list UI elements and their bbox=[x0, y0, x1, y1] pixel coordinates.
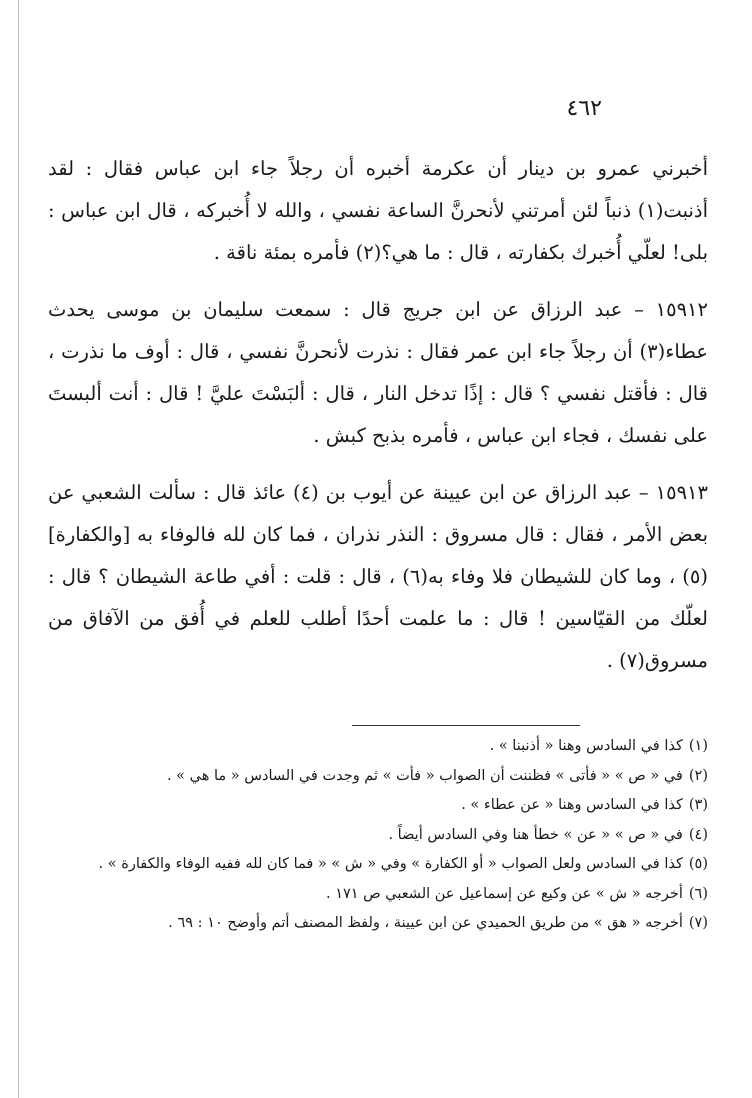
footnote-number: (٤) bbox=[688, 826, 708, 843]
footnote-text: كذا في السادس وهنا « أذنبنا » . bbox=[489, 738, 683, 754]
body-text bbox=[48, 148, 708, 697]
footnote-number: (٧) bbox=[688, 915, 708, 931]
paragraph: ١٥٩١٣ – عبد الرزاق عن ابن عيينة عن أيوب بن (٤) عائذ قال : سألت الشعبي عن بعض الأمر ، فقال : قال مسروق : النذر نذران ، فما كان لله فالوفاء به [والكفارة](٥) ، وما كان للشيطان فلا وفاء به(٦) ، قال : قلت : أفي طاعة الشيطان ؟ قال : لعلّك من القيّاسين ! قال : ما علمت أحدًا أطلب للعلم في أُفق من الآفاق من مسروق(٧) . bbox=[48, 481, 709, 672]
paragraph: ١٥٩١٢ – عبد الرزاق عن ابن جريج قال : سمعت سليمان بن موسى يحدث عطاء(٣) أن رجلاً جاء ابن عمر فقال : نذرت لأنحرنَّ نفسي ، قال : أوف ما نذرت ، قال : فأقتل نفسي ؟ قال : إذًا تدخل النار ، قال : ألبَسْتَ عليَّ ! قال : أنت ألبستَ على نفسك ، فجاء ابن عباس ، فأمره بذبح كبش . bbox=[48, 298, 708, 447]
footnote-text: كذا في السادس وهنا « عن عطاء » . bbox=[461, 797, 683, 813]
footnote-text: في « ص » « فأتى » فظننت أن الصواب « فأت » ثم وجدت في السادس « ما هي » . bbox=[166, 767, 683, 784]
page-number: ٤٦٢ bbox=[566, 96, 602, 121]
footnote-number: (٥) bbox=[688, 856, 708, 872]
footnote bbox=[48, 882, 708, 908]
footnote-text: أخرجه « هق » من طريق الحميدي عن ابن عيينة ، ولفظ المصنف أتم وأوضح ١٠ : ٦٩ . bbox=[168, 915, 683, 931]
footnote bbox=[48, 734, 708, 760]
footnote-number: (١) bbox=[688, 738, 708, 754]
paragraph: أخبرني عمرو بن دينار أن عكرمة أخبره أن رجلاً جاء ابن عباس فقال : لقد أذنبت(١) ذنباً لئن أمرتني لأنحرنَّ الساعة نفسي ، والله لا أُخبركه ، قال ابن عباس : بلى! لعلّي أُخبرك بكفارته ، قال : ما هي؟(٢) فأمره بمئة ناقة . bbox=[48, 157, 708, 264]
footnote bbox=[48, 911, 708, 937]
footnote-number: (٦) bbox=[688, 885, 708, 902]
footnote-text: أخرجه « ش » عن وكيع عن إسماعيل عن الشعبي ص ١٧١ . bbox=[325, 885, 683, 902]
footnote-separator bbox=[352, 725, 580, 726]
page-gutter-line bbox=[18, 0, 19, 1098]
footnote-text: كذا في السادس ولعل الصواب « أو الكفارة » وفي « ش » « فما كان لله ففيه الوفاء والكفارة » . bbox=[98, 856, 683, 872]
footnote-number: (٢) bbox=[688, 767, 708, 784]
footnote bbox=[48, 764, 708, 790]
footnote bbox=[48, 823, 708, 849]
footnotes bbox=[48, 734, 708, 941]
footnote-text: في « ص » « عن » خطأ هنا وفي السادس أيضاً . bbox=[388, 826, 683, 843]
footnote-number: (٣) bbox=[688, 797, 708, 813]
footnote bbox=[48, 793, 708, 819]
footnote bbox=[48, 852, 708, 878]
